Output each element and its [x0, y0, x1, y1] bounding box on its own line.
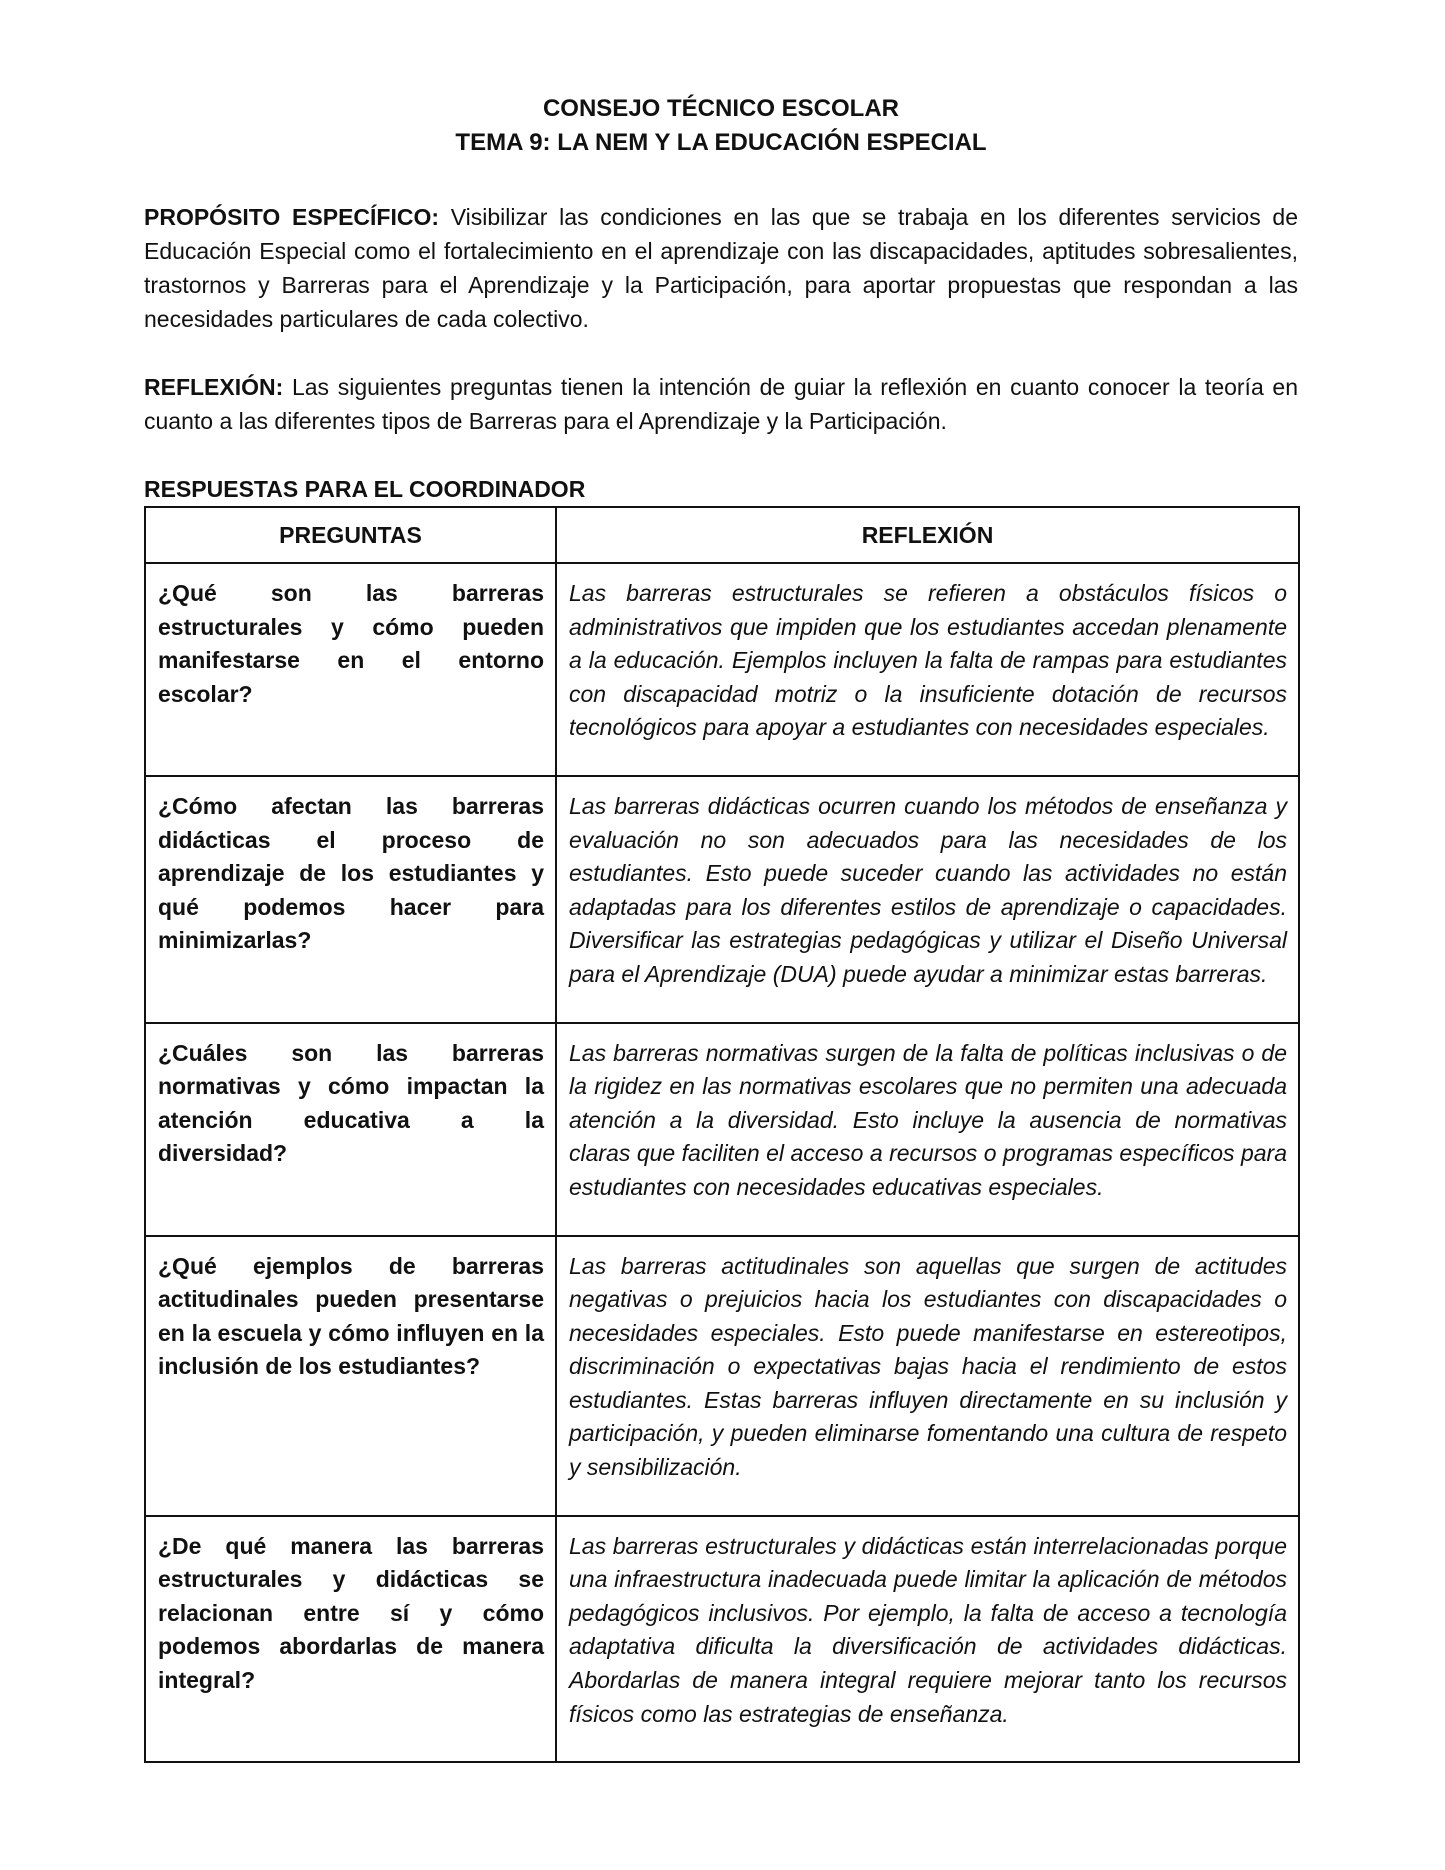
- purpose-paragraph: [144, 200, 1298, 336]
- table-row: [145, 1023, 1299, 1236]
- document-subtitle: TEMA 9: LA NEM Y LA EDUCACIÓN ESPECIAL: [455, 129, 987, 156]
- answer-cell: Las barreras estructurales y didácticas están interrelacionadas porque una infraestructura inadecuada puede limitar la aplicación de métodos pedagógicos inclusivos. Por ejemplo, la falta de acceso a tecnología adaptativa dificulta la diversificación de actividades didácticas. Abordarlas de manera integral requiere mejorar tanto los recursos físicos como las estrategias de enseñanza.: [556, 1516, 1299, 1763]
- reflection-label: REFLEXIÓN:: [144, 374, 284, 400]
- section-heading: RESPUESTAS PARA EL COORDINADOR: [144, 476, 586, 502]
- answer-cell: Las barreras didácticas ocurren cuando los métodos de enseñanza y evaluación no son adecuados para las necesidades de los estudiantes. Esto puede suceder cuando las actividades no están adaptadas para los diferentes estilos de aprendizaje o capacidades. Diversificar las estrategias pedagógicas y utilizar el Diseño Universal para el Aprendizaje (DUA) puede ayudar a minimizar estas barreras.: [556, 776, 1299, 1023]
- purpose-text: Visibilizar las condiciones en las que se trabaja en los diferentes servicios de Educación Especial como el fortalecimiento en el aprendizaje con las discapacidades, aptitudes sobresalientes, trastornos y Barreras para el Aprendizaje y la Participación, para aportar propuestas que respondan a las necesidades particulares de cada colectivo.: [144, 204, 1298, 332]
- table-row: [145, 1236, 1299, 1516]
- qa-table: [144, 506, 1300, 1763]
- table-row: [145, 776, 1299, 1023]
- question-cell: ¿Cuáles son las barreras normativas y cómo impactan la atención educativa a la diversidad?: [145, 1023, 556, 1236]
- answer-cell: Las barreras estructurales se refieren a obstáculos físicos o administrativos que impiden que los estudiantes accedan plenamente a la educación. Ejemplos incluyen la falta de rampas para estudiantes con discapacidad motriz o la insuficiente dotación de recursos tecnológicos para apoyar a estudiantes con necesidades especiales.: [556, 563, 1299, 776]
- table-header-row: [145, 507, 1299, 563]
- column-header-questions: PREGUNTAS: [145, 507, 556, 563]
- question-cell: ¿De qué manera las barreras estructurales y didácticas se relacionan entre sí y cómo podemos abordarlas de manera integral?: [145, 1516, 556, 1763]
- table-row: [145, 563, 1299, 776]
- document-title: CONSEJO TÉCNICO ESCOLAR: [542, 95, 900, 122]
- answer-cell: Las barreras actitudinales son aquellas que surgen de actitudes negativas o prejuicios hacia los estudiantes con discapacidades o necesidades especiales. Esto puede manifestarse en estereotipos, discriminación o expectativas bajas hacia el rendimiento de estos estudiantes. Estas barreras influyen directamente en su inclusión y participación, y pueden eliminarse fomentando una cultura de respeto y sensibilización.: [556, 1236, 1299, 1516]
- table-row: [145, 1516, 1299, 1763]
- document-page: [144, 92, 1298, 1763]
- answer-cell: Las barreras normativas surgen de la falta de políticas inclusivas o de la rigidez en las normativas escolares que no permiten una adecuada atención a la diversidad. Esto incluye la ausencia de normativas claras que faciliten el acceso a recursos o programas específicos para estudiantes con necesidades educativas especiales.: [556, 1023, 1299, 1236]
- reflection-text: Las siguientes preguntas tienen la intención de guiar la reflexión en cuanto conocer la teoría en cuanto a las diferentes tipos de Barreras para el Aprendizaje y la Participación.: [144, 374, 1298, 434]
- question-cell: ¿Cómo afectan las barreras didácticas el proceso de aprendizaje de los estudiantes y qué podemos hacer para minimizarlas?: [145, 776, 556, 1023]
- reflection-paragraph: [144, 370, 1298, 438]
- column-header-reflection: REFLEXIÓN: [556, 507, 1299, 563]
- question-cell: ¿Qué ejemplos de barreras actitudinales pueden presentarse en la escuela y cómo influyen en la inclusión de los estudiantes?: [145, 1236, 556, 1516]
- question-cell: ¿Qué son las barreras estructurales y cómo pueden manifestarse en el entorno escolar?: [145, 563, 556, 776]
- purpose-label: PROPÓSITO ESPECÍFICO:: [144, 204, 440, 230]
